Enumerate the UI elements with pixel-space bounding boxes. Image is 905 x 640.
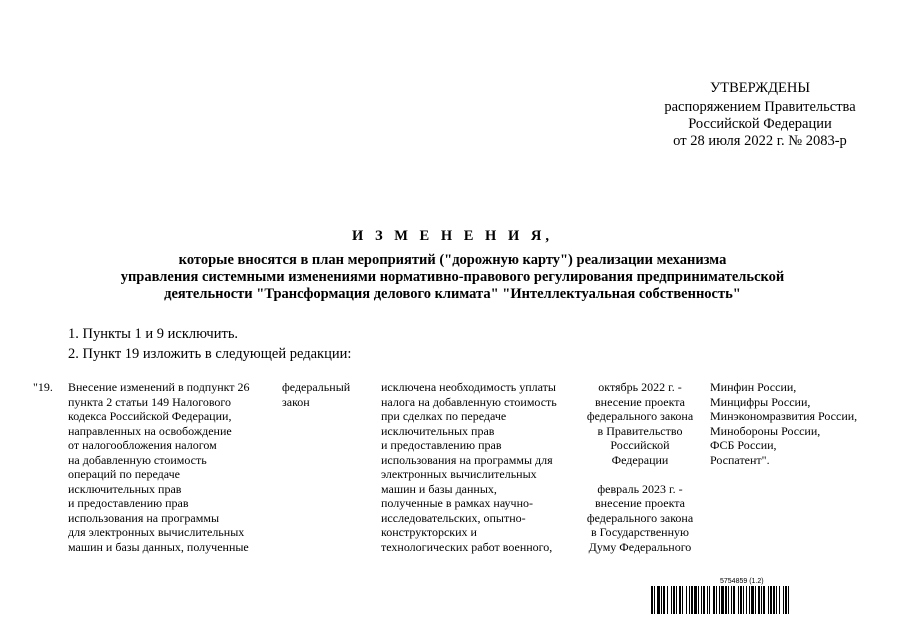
approval-line: распоряжением Правительства [664,99,856,115]
document-type-line: федеральный [282,380,351,394]
responsible-line: Роспатент". [710,452,770,467]
change-item: 2. Пункт 19 изложить в следующей редакции: [68,346,352,362]
responsible-line: ФСБ России, [710,438,777,452]
measure-line: для электронных вычислительных [68,525,245,539]
result-line: исследовательских, опытно- [381,510,526,525]
measure-line: на добавленную стоимость [68,452,207,467]
deadline-line: февраль 2023 г. - [597,481,683,496]
document-title: И З М Е Н Е Н И Я, [352,228,553,244]
row-number [33,380,53,395]
approval-line: Российской Федерации [688,116,832,132]
measure-line: кодекса Российской Федерации, [68,409,232,423]
deadline-line: в Правительство [597,423,683,438]
subtitle-line: деятельности "Трансформация делового климата" "Интеллектуальная собственность" [164,286,741,302]
result-line: и предоставлению прав [381,438,502,452]
measure-line: пункта 2 статьи 149 Налогового [68,394,232,409]
responsible-line: Минцифры России, [710,394,811,409]
measure-line: и предоставлению прав [68,496,189,510]
deadline-line: внесение проекта [595,496,685,510]
result-line: полученные в рамках научно- [381,496,533,510]
result-line: налога на добавленную стоимость [381,394,557,409]
approval-stamp [620,80,900,150]
document-type-cell [282,380,350,409]
responsible-line: Минфин России, [710,380,797,394]
approval-line: от 28 июля 2022 г. № 2083-р [673,133,847,149]
change-items [68,324,351,364]
result-line: технологических работ военного, [381,539,553,554]
subtitle-line: управления системными изменениями нормативно-правового регулирования предпринимательской [120,269,785,285]
result-line: использования на программы для [381,452,553,467]
change-item: 1. Пункты 1 и 9 исключить. [68,326,239,342]
approval-head: УТВЕРЖДЕНЫ [709,80,811,96]
measure-line: исключительных прав [68,481,182,496]
result-line: машин и базы данных, [381,481,497,496]
measure-line: направленных на освобождение [68,423,232,438]
responsible-cell [710,380,857,467]
barcode-icon [651,586,881,614]
measure-line: операций по передаче [68,467,180,481]
result-line: исключительных прав [381,423,495,438]
subtitle-line: которые вносятся в план мероприятий ("дорожную карту") реализации механизма [178,252,727,268]
plan-table-row [0,380,905,570]
barcode-label: 5754859 (1.2) [720,578,764,585]
deadline-line: октябрь 2022 г. - [598,380,682,394]
deadline-line: внесение проекта [595,394,685,409]
result-cell [381,380,557,554]
deadline-cell [575,380,705,554]
deadline-line: Российской [610,438,670,452]
deadline-line: федерального закона [586,409,694,423]
result-line: исключена необходимость уплаты [381,380,556,394]
measure-cell [68,380,250,554]
responsible-line: Минобороны России, [710,423,821,438]
document-type-line: закон [282,394,310,409]
result-line: электронных вычислительных [381,467,537,481]
deadline-line: Федерации [611,452,669,467]
deadline-line: Думу Федерального [588,539,692,554]
deadline-line: в Государственную [591,525,689,539]
result-line: при сделках по передаче [381,409,507,423]
responsible-line: Минэкономразвития России, [710,409,858,423]
deadline-line: федерального закона [586,510,694,525]
row-number-text: "19. [33,380,53,394]
result-line: конструкторских и [381,525,477,539]
measure-line: Внесение изменений в подпункт 26 [68,380,250,394]
measure-line: использования на программы [68,510,220,525]
measure-line: от налогообложения налогом [68,438,217,452]
document-subtitle [90,252,815,303]
measure-line: машин и базы данных, полученные [68,539,249,554]
